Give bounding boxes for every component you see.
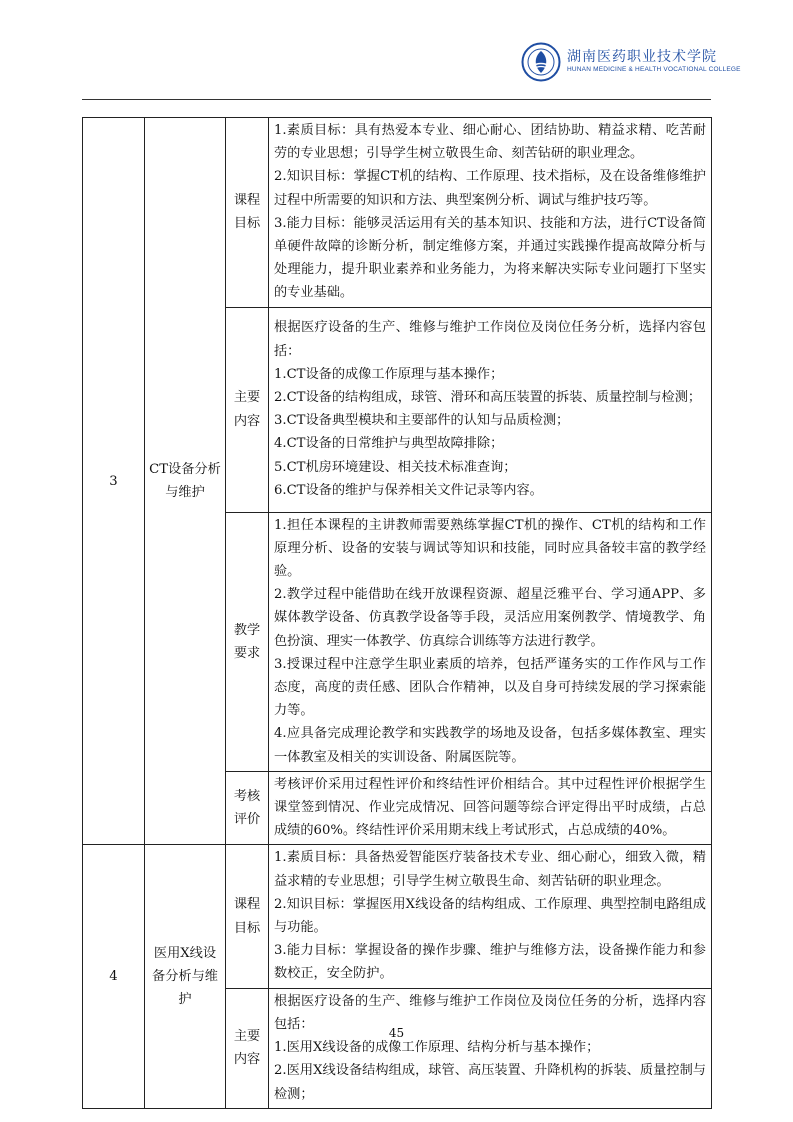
section-label <box>226 845 269 988</box>
section-label <box>226 988 269 1108</box>
section-content <box>269 771 712 845</box>
page-number: 45 <box>388 1026 405 1040</box>
section-label <box>226 307 269 512</box>
course-name: CT设备分析与维护 <box>145 118 226 845</box>
content-line: 1.素质目标：具有热爱本专业、细心耐心、团结协助、精益求精、吃苦耐劳的专业思想；引导学生树立敬畏生命、刻苦钻研的职业理念。 <box>274 123 706 162</box>
content-line: 1.CT设备的成像工作原理与基本操作； <box>274 366 504 382</box>
content-line: 2.医用X线设备结构组成，球管、高压装置、升降机构的拆装、质量控制与检测； <box>274 1063 706 1102</box>
content-line: 根据医疗设备的生产、维修与维护工作岗位及岗位任务分析，选择内容包括： <box>274 320 706 359</box>
content-line: 根据医疗设备的生产、维修与维护工作岗位及岗位任务的分析，选择内容包括： <box>274 993 706 1032</box>
content-line: 3.能力目标：掌握设备的操作步骤、维护与维修方法，设备操作能力和参数校正，安全防护。 <box>274 943 706 982</box>
section-label-text: 考核评价 <box>233 788 261 828</box>
school-name-en: HUNAN MEDICINE & HEALTH VOCATIONAL COLLEGE <box>567 66 741 73</box>
content-line: 3.CT设备典型模块和主要部件的认知与品质检测； <box>274 413 570 429</box>
section-content <box>269 118 712 308</box>
content-line: 2.知识目标：掌握CT机的结构、工作原理、技术指标，及在设备维修维护过程中所需要的知识和方法、典型案例分析、调试与维护技巧等。 <box>274 169 706 208</box>
school-seal-icon <box>521 42 561 82</box>
course-name: 医用X线设备分析与维护 <box>145 845 226 1108</box>
section-label-text: 课程目标 <box>233 897 261 936</box>
content-line: 6.CT设备的维护与保养相关文件记录等内容。 <box>274 482 543 498</box>
content-line: 5.CT机房环境建设、相关技术标准查询； <box>274 459 517 475</box>
row-number: 4 <box>83 845 145 1108</box>
content-line: 1.素质目标：具备热爱智能医疗装备技术专业、细心耐心，细致入微，精益求精的专业思想；引导学生树立敬畏生命、刻苦钻研的职业理念。 <box>274 850 706 889</box>
section-content <box>269 988 712 1108</box>
section-label-text: 教学要求 <box>233 622 261 661</box>
section-content <box>269 845 712 988</box>
section-content <box>269 512 712 771</box>
section-label <box>226 118 269 308</box>
row-number: 3 <box>83 118 145 845</box>
content-line: 2.知识目标：掌握医用X线设备的结构组成、工作原理、典型控制电路组成与功能。 <box>274 896 706 936</box>
content-line: 考核评价采用过程性评价和终结性评价相结合。其中过程性评价根据学生课堂签到情况、作业完成情况、回答问题等综合评定得出平时成绩，占总成绩的60%。终结性评价采用期末线上考试形式，占总成绩的40%。 <box>274 776 706 839</box>
curriculum-table <box>82 117 712 1109</box>
table-row <box>83 845 712 988</box>
school-logo <box>521 42 741 84</box>
content-line: 4.应具备完成理论教学和实践教学的场地及设备，包括多媒体教室、理实一体教室及相关的实训设备、附属医院等。 <box>274 726 706 765</box>
content-line: 3.授课过程中注意学生职业素质的培养，包括严谨务实的工作作风与工作态度，高度的责任感、团队合作精神，以及自身可持续发展的学习探索能力等。 <box>274 656 706 719</box>
section-label-text: 课程目标 <box>233 193 261 232</box>
section-label-text: 主要内容 <box>233 390 261 429</box>
section-label <box>226 512 269 771</box>
content-line: 2.教学过程中能借助在线开放课程资源、超星泛雅平台、学习通APP、多媒体教学设备、仿真教学设备等手段，灵活应用案例教学、情境教学、角色扮演、理实一体教学、仿真综合训练等方法进行教学。 <box>274 587 706 649</box>
table-row <box>83 118 712 308</box>
section-content <box>269 307 712 512</box>
page-header <box>82 30 741 110</box>
section-label-text: 主要内容 <box>233 1028 261 1068</box>
content-line: 1.医用X线设备的成像工作原理、结构分析与基本操作； <box>274 1040 600 1056</box>
content-line: 1.担任本课程的主讲教师需要熟练掌握CT机的操作、CT机的结构和工作原理分析、设备的安装与调试等知识和技能，同时应具备较丰富的教学经验。 <box>274 517 706 580</box>
content-line: 4.CT设备的日常维护与典型故障排除； <box>274 436 504 452</box>
content-line: 3.能力目标：能够灵活运用有关的基本知识、技能和方法，进行CT设备简单硬件故障的诊断分析，制定维修方案，并通过实践操作提高故障分析与处理能力，提升职业素养和业务能力，为将来解决实际专业问题打下坚实的专业基础。 <box>274 215 706 301</box>
content-line: 2.CT设备的结构组成，球管、滑环和高压装置的拆装、质量控制与检测； <box>274 389 702 405</box>
section-label <box>226 771 269 845</box>
header-rule <box>82 99 711 100</box>
school-name: 湖南医药职业技术学院 <box>567 49 717 65</box>
